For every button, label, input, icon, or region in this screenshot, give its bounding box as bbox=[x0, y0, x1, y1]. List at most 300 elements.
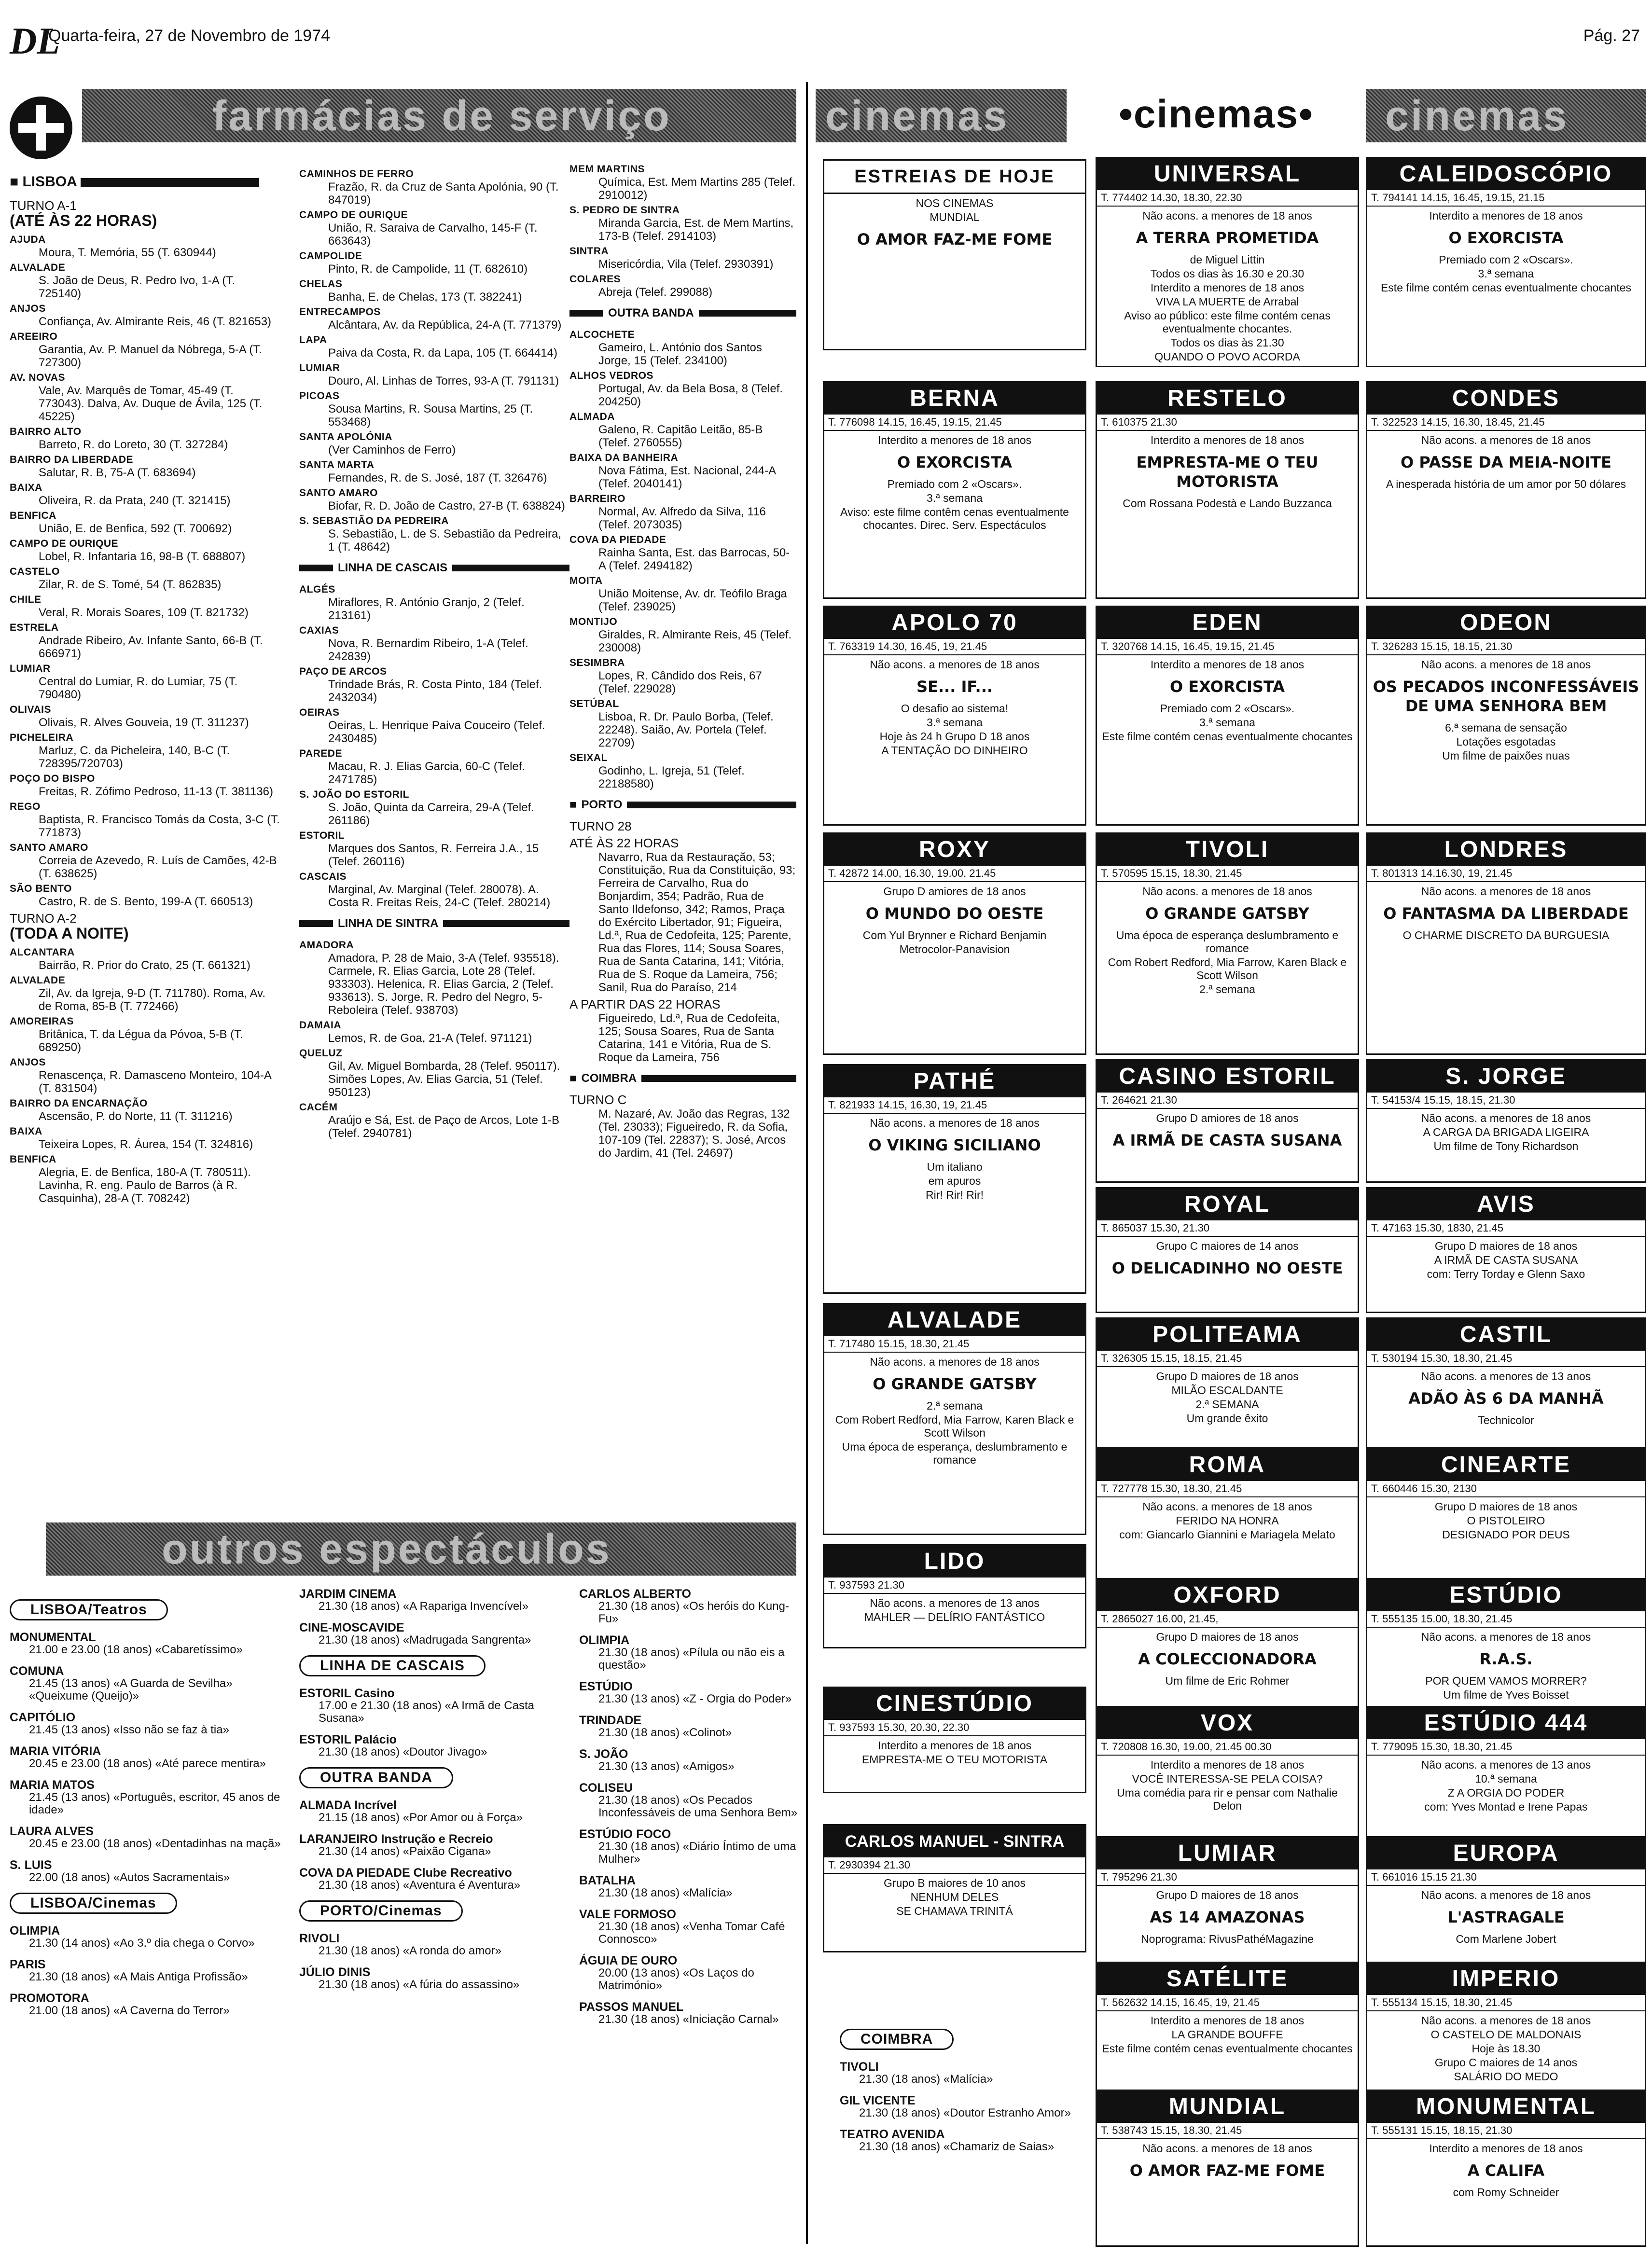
cinema-details bbox=[824, 1114, 1085, 1204]
cinema-phone-times: T. 320768 14.15, 16.45, 19.15, 21.45 bbox=[1097, 639, 1358, 655]
film-note: com: Terry Torday e Glenn Saxo bbox=[1427, 1268, 1585, 1280]
venue-name: TRINDADE bbox=[579, 1714, 642, 1727]
pharmacy-address: Marques dos Santos, R. Ferreira J.A., 15 (Telef. 260116) bbox=[328, 842, 539, 868]
rating-line: Grupo D maiores de 18 anos bbox=[1434, 1500, 1578, 1513]
pharmacy-address: Correia de Azevedo, R. Luís de Camões, 42-B (T. 638625) bbox=[39, 854, 277, 880]
cinema-details bbox=[824, 1353, 1085, 1469]
show-details: 22.00 (18 anos) «Autos Sacramentais» bbox=[29, 1871, 230, 1884]
pharmacy-address: Zil, Av. da Igreja, 9-D (T. 711780). Roma, Av. de Roma, 85-B (T. 772466) bbox=[39, 987, 265, 1013]
district-name: DAMAIA bbox=[299, 1020, 341, 1031]
cinema-details bbox=[1367, 207, 1645, 297]
show-entry bbox=[299, 1733, 569, 1758]
district-name: S. PEDRO DE SINTRA bbox=[569, 205, 680, 216]
cinema-details bbox=[1097, 1628, 1358, 1690]
show-details: 21.30 (18 anos) «Doutor Jivago» bbox=[319, 1745, 487, 1758]
cinema-phone-times: T. 801313 14.16.30, 19, 21.45 bbox=[1367, 866, 1645, 882]
pharmacy-entry bbox=[10, 621, 280, 660]
show-entry bbox=[579, 1680, 801, 1705]
district-name: ESTORIL bbox=[299, 830, 345, 841]
pharmacy-address: Lobel, R. Infantaria 16, 98-B (T. 688807) bbox=[39, 550, 246, 563]
pharmacy-address: Godinho, L. Igreja, 51 (Telef. 22188580) bbox=[598, 764, 745, 790]
cinema-box-avis bbox=[1366, 1187, 1646, 1313]
cinema-box-estudio bbox=[1366, 1578, 1646, 1709]
cinema-phone-times: T. 937593 15.30, 20.30, 22.30 bbox=[824, 1720, 1085, 1736]
show-details: 21.30 (18 anos) «Malícia» bbox=[859, 2073, 993, 2086]
cinema-details bbox=[1367, 1756, 1645, 1816]
cinema-box-eden bbox=[1096, 606, 1359, 826]
venue-name: ESTÚDIO FOCO bbox=[579, 1827, 671, 1841]
show-details: 21.30 (18 anos) «A Mais Antiga Profissão» bbox=[29, 1970, 248, 1983]
film-note: Uma época de esperança deslumbramento e romance bbox=[1116, 929, 1339, 955]
pharmacy-address: S. Sebastião, L. de S. Sebastião da Pedreira, 1 (T. 48642) bbox=[328, 527, 561, 554]
show-details: 20.45 e 23.00 (18 anos) «Até parece mentira» bbox=[29, 1757, 266, 1770]
rating-line: Não acons. a menores de 18 anos bbox=[1421, 2014, 1591, 2027]
pharmacy-address: Amadora, P. 28 de Maio, 3-A (Telef. 935518). Carmele, R. Elias Garcia, Lote 28 (Telef. 933303). Helenica, R. Elias Garcia, 2 (Telef. 933613). S. Jorge, R. Pedro del Negro, 5-Reboleira (Telef. 938703) bbox=[328, 952, 559, 1017]
cinema-box-pathe bbox=[823, 1064, 1086, 1294]
cinema-details bbox=[1097, 1367, 1358, 1428]
cinema-name: TIVOLI bbox=[1097, 834, 1358, 866]
cinema-details bbox=[1097, 1497, 1358, 1544]
district-name: ANJOS bbox=[10, 1057, 46, 1068]
section-rule bbox=[569, 306, 796, 319]
section-pill: PORTO/Cinemas bbox=[299, 1900, 463, 1922]
district-name: ALVALADE bbox=[10, 262, 66, 273]
venue-name: ESTÚDIO bbox=[579, 1680, 633, 1693]
cinema-phone-times: T. 2930394 21.30 bbox=[824, 1857, 1085, 1874]
district-name: BAIRRO DA LIBERDADE bbox=[10, 454, 134, 465]
district-name: BENFICA bbox=[10, 510, 56, 521]
cinema-details bbox=[1097, 882, 1358, 999]
cinema-details bbox=[1097, 2139, 1358, 2188]
cinema-details bbox=[1367, 1109, 1645, 1156]
pharmacy-address: Baptista, R. Francisco Tomás da Costa, 3-C (T. 771873) bbox=[39, 813, 280, 839]
district-name: CHILE bbox=[10, 594, 42, 605]
venue-name: MARIA VITÓRIA bbox=[10, 1744, 101, 1758]
section-heading: LINHA DE SINTRA bbox=[338, 917, 439, 930]
cinema-name: LUMIAR bbox=[1097, 1838, 1358, 1869]
rule-bar bbox=[299, 920, 333, 927]
rating-line: Interdito a menores de 18 anos bbox=[1150, 2014, 1305, 2027]
cinema-phone-times: T. 660446 15.30, 2130 bbox=[1367, 1481, 1645, 1497]
cinema-details bbox=[1367, 1237, 1645, 1284]
pharmacy-address: Trindade Brás, R. Costa Pinto, 184 (Telef. 2432034) bbox=[328, 678, 542, 704]
cinema-phone-times: T. 717480 15.15, 18.30, 21.45 bbox=[824, 1336, 1085, 1353]
show-details: 21.30 (18 anos) «A Rapariga Invencível» bbox=[319, 1600, 528, 1613]
cinema-details bbox=[824, 431, 1085, 535]
film-note: MAHLER — DELÍRIO FANTÁSTICO bbox=[864, 1611, 1045, 1623]
district-name: SÃO BENTO bbox=[10, 883, 72, 894]
cinema-name: POLITEAMA bbox=[1097, 1319, 1358, 1351]
show-details: 21.30 (14 anos) «Paixão Cigana» bbox=[319, 1845, 491, 1858]
district-name: AMADORA bbox=[299, 940, 354, 951]
shift-label: A PARTIR DAS 22 HORAS bbox=[569, 997, 721, 1011]
cinema-phone-times: T. 865037 15.30, 21.30 bbox=[1097, 1220, 1358, 1237]
show-details: 21.30 (18 anos) «A ronda do amor» bbox=[319, 1944, 501, 1957]
cinema-box-roma bbox=[1096, 1448, 1359, 1581]
pharmacy-entry bbox=[299, 1101, 569, 1140]
pharmacy-entry bbox=[569, 751, 796, 790]
district-name: SANTO AMARO bbox=[10, 842, 88, 853]
pharmacy-address: Castro, R. de S. Bento, 199-A (T. 660513) bbox=[39, 895, 253, 908]
square-icon: ■ bbox=[569, 798, 577, 811]
rating-line: Não acons. a menores de 13 anos bbox=[870, 1597, 1040, 1609]
cinemas-banner-title: •cinemas• bbox=[1119, 92, 1314, 136]
outros-column-2 bbox=[299, 1588, 569, 2000]
rating-line: Não acons. a menores de 18 anos bbox=[1142, 1500, 1312, 1513]
film-title: O FANTASMA DA LIBERDADE bbox=[1383, 904, 1629, 923]
cinema-box-mundial bbox=[1096, 2090, 1359, 2247]
show-details: 21.30 (18 anos) «Venha Tomar Café Connosco» bbox=[598, 1920, 785, 1946]
film-note: Z A ORGIA DO PODER bbox=[1447, 1786, 1565, 1799]
cinema-phone-times: T. 322523 14.15, 16.30, 18.45, 21.45 bbox=[1367, 415, 1645, 431]
section-pill: COIMBRA bbox=[840, 2029, 954, 2050]
film-note: Uma época de esperança, deslumbramento e romance bbox=[842, 1440, 1068, 1466]
venue-name: JÚLIO DINIS bbox=[299, 1965, 371, 1979]
pharmacy-entry bbox=[299, 208, 569, 248]
cinema-details bbox=[1097, 1237, 1358, 1286]
cinema-box-oxford bbox=[1096, 1578, 1359, 1709]
film-note: NENHUM DELES bbox=[910, 1891, 999, 1903]
pharmacy-entry bbox=[10, 565, 280, 591]
cinema-name: LIDO bbox=[824, 1546, 1085, 1578]
cinema-box-lumiar bbox=[1096, 1836, 1359, 1965]
rating-line: Não acons. a menores de 18 anos bbox=[1421, 1889, 1591, 1901]
pharmacy-address: Banha, E. de Chelas, 173 (T. 382241) bbox=[328, 291, 522, 304]
film-note: Este filme contém cenas eventualmente chocantes bbox=[1102, 2042, 1353, 2055]
outros-banner: outros espectáculos bbox=[46, 1522, 796, 1576]
film-note: O PISTOLEIRO bbox=[1467, 1514, 1545, 1527]
venue-name: ALMADA Incrível bbox=[299, 1799, 397, 1812]
rating-line: Não acons. a menores de 18 anos bbox=[1421, 1631, 1591, 1643]
cinema-name: PATHÉ bbox=[824, 1066, 1085, 1097]
show-details: 20.00 (13 anos) «Os Laços do Matrimónio» bbox=[598, 1966, 754, 1992]
district-name: SINTRA bbox=[569, 246, 609, 257]
pharmacy-entry bbox=[10, 1153, 280, 1205]
cinema-name: CASTIL bbox=[1367, 1319, 1645, 1351]
pharmacy-entry bbox=[569, 615, 796, 654]
film-title: A COLECCIONADORA bbox=[1138, 1650, 1317, 1668]
district-name: BAIXA DA BANHEIRA bbox=[569, 452, 679, 463]
cinema-box-condes bbox=[1366, 381, 1646, 599]
venue-name: CARLOS ALBERTO bbox=[579, 1587, 691, 1601]
pharmacy-entry bbox=[569, 410, 796, 449]
pharmacy-address: Sousa Martins, R. Sousa Martins, 25 (T. 553468) bbox=[328, 402, 533, 429]
cinema-box-tivoli bbox=[1096, 832, 1359, 1055]
pharmacy-entry bbox=[299, 624, 569, 663]
show-details: 21.30 (18 anos) «Doutor Estranho Amor» bbox=[859, 2106, 1071, 2119]
district-name: REGO bbox=[10, 801, 41, 812]
pharmacy-entry bbox=[10, 233, 280, 259]
cinema-details bbox=[1367, 2011, 1645, 2086]
cinema-box-alvalade bbox=[823, 1303, 1086, 1535]
district-name: CASCAIS bbox=[299, 871, 347, 882]
cinema-phone-times: T. 610375 21.30 bbox=[1097, 415, 1358, 431]
pharmacy-address: Freitas, R. Zófimo Pedroso, 11-13 (T. 381136) bbox=[39, 785, 273, 798]
cinema-details bbox=[1097, 1886, 1358, 1949]
film-note: SALÁRIO DO MEDO bbox=[1454, 2070, 1558, 2083]
pharmacy-address: Fernandes, R. de S. José, 187 (T. 326476) bbox=[328, 471, 547, 484]
show-entry bbox=[579, 1588, 801, 1625]
film-note: 6.ª semana de sensação bbox=[1445, 721, 1567, 734]
cinema-details bbox=[1097, 207, 1358, 366]
cinema-details bbox=[1097, 2011, 1358, 2058]
venue-name: TIVOLI bbox=[840, 2060, 879, 2074]
district-name: SANTA MARTA bbox=[299, 459, 375, 471]
cinema-details bbox=[1097, 1756, 1358, 1815]
pharmacy-entry bbox=[299, 167, 569, 207]
pharmacy-entry bbox=[10, 261, 280, 300]
pharmacy-address: Nova Fátima, Est. Nacional, 244-A (Telef. 2040141) bbox=[598, 464, 776, 490]
section-rule bbox=[569, 1072, 796, 1085]
film-title: O VIKING SICILIANO bbox=[868, 1136, 1041, 1154]
pharmacy-address: Zilar, R. de S. Tomé, 54 (T. 862835) bbox=[39, 578, 222, 591]
rule-bar bbox=[299, 565, 333, 571]
cinema-box-politeama bbox=[1096, 1317, 1359, 1448]
rating-line: Não acons. a menores de 18 anos bbox=[870, 658, 1040, 671]
cinema-box-cinestudio bbox=[823, 1687, 1086, 1793]
show-details: 21.45 (13 anos) «A Guarda de Sevilha» «Queixume (Queijo)» bbox=[29, 1677, 233, 1702]
show-entry bbox=[299, 1867, 569, 1892]
pharmacy-address: Gil, Av. Miguel Bombarda, 28 (Telef. 950117). Simões Lopes, Av. Elias Garcia, 51 (Telef. 950123) bbox=[328, 1060, 560, 1099]
film-title: O AMOR FAZ-ME FOME bbox=[1129, 2161, 1325, 2180]
film-title: O GRANDE GATSBY bbox=[873, 1375, 1037, 1393]
show-entry bbox=[10, 1992, 290, 2017]
cinema-box-royal bbox=[1096, 1187, 1359, 1313]
show-entry bbox=[840, 2061, 1110, 2086]
cinema-box-carlosmanuel bbox=[823, 1824, 1086, 1952]
film-note: 3.ª semana bbox=[1199, 716, 1255, 729]
rating-line: Não acons. a menores de 13 anos bbox=[1421, 1370, 1591, 1383]
district-name: ENTRECAMPOS bbox=[299, 306, 381, 318]
cinema-phone-times: T. 795296 21.30 bbox=[1097, 1869, 1358, 1886]
cinema-phone-times: T. 538743 15.15, 18.30, 21.45 bbox=[1097, 2123, 1358, 2139]
pharmacy-entry bbox=[569, 204, 796, 243]
film-note: 3.ª semana bbox=[1478, 267, 1534, 280]
pharmacy-entry bbox=[10, 731, 280, 770]
farmacias-banner: farmácias de serviço bbox=[82, 89, 796, 142]
district-name: AREEIRO bbox=[10, 331, 58, 342]
rating-line: Interdito a menores de 18 anos bbox=[877, 434, 1032, 446]
district-name: AMOREIRAS bbox=[10, 1016, 74, 1027]
cinema-phone-times: T. 794141 14.15, 16.45, 19.15, 21.15 bbox=[1367, 190, 1645, 207]
rating-line: Interdito a menores de 18 anos bbox=[877, 1739, 1032, 1752]
film-note: EMPRESTA-ME O TEU MOTORISTA bbox=[861, 1753, 1048, 1766]
cinema-details bbox=[1097, 431, 1358, 513]
rating-line: Grupo B maiores de 10 anos bbox=[883, 1877, 1026, 1889]
pharmacy-address: Araújo e Sá, Est. de Paço de Arcos, Lote 1-B (Telef. 2940781) bbox=[328, 1114, 559, 1140]
pharmacy-entry bbox=[10, 772, 280, 798]
cinema-box-europa bbox=[1366, 1836, 1646, 1965]
shift-label: TURNO A-2 bbox=[10, 911, 77, 926]
cinema-box-casinoestoril bbox=[1096, 1059, 1359, 1183]
pharmacy-entry bbox=[569, 245, 796, 271]
cinema-details bbox=[1367, 882, 1645, 945]
show-details: 21.45 (13 anos) «Isso não se faz à tia» bbox=[29, 1723, 229, 1736]
film-note: Um grande êxito bbox=[1186, 1412, 1268, 1425]
film-note: 3.ª semana bbox=[927, 716, 983, 729]
cinema-details bbox=[1367, 1628, 1645, 1704]
pharmacy-address: M. Nazaré, Av. João das Regras, 132 (Tel. 23033); Figueiredo, R. da Sofia, 107-109 (Tel. 22837); S. José, Arcos do Jardim, 41 (Tel. 24697) bbox=[598, 1107, 790, 1160]
show-entry bbox=[840, 2094, 1110, 2119]
section-heading: LINHA DE CASCAIS bbox=[338, 561, 448, 574]
rating-line: Não acons. a menores de 18 anos bbox=[1421, 885, 1591, 898]
pharmacy-entry bbox=[10, 537, 280, 563]
cinema-box-londres bbox=[1366, 832, 1646, 1055]
film-note: Um italiano bbox=[927, 1161, 983, 1173]
cinema-details bbox=[1367, 431, 1645, 494]
venue-name: COVA DA PIEDADE Clube Recreativo bbox=[299, 1866, 512, 1880]
cinema-name: MONUMENTAL bbox=[1367, 2091, 1645, 2123]
film-note: VOCÊ INTERESSA-SE PELA COISA? bbox=[1132, 1772, 1323, 1785]
film-title: OS PECADOS INCONFESSÁVEIS DE UMA SENHORA BEM bbox=[1373, 678, 1639, 715]
pharmacy-entry bbox=[10, 302, 280, 328]
film-note: Premiado com 2 «Oscars». bbox=[887, 478, 1022, 490]
pharmacy-entry bbox=[569, 656, 796, 695]
venue-name: MARIA MATOS bbox=[10, 1778, 95, 1792]
film-title: O AMOR FAZ-ME FOME bbox=[857, 230, 1053, 249]
cinema-phone-times: T. 2865027 16.00, 21.45, bbox=[1097, 1611, 1358, 1628]
venue-name: OLIMPIA bbox=[10, 1924, 60, 1938]
cinema-phone-times: T. 555135 15.00, 18.30, 21.45 bbox=[1367, 1611, 1645, 1628]
cinema-details bbox=[1367, 2139, 1645, 2202]
district-name: MOITA bbox=[569, 575, 603, 586]
cinema-name: ESTREIAS DE HOJE bbox=[824, 161, 1085, 194]
district-name: CHELAS bbox=[299, 278, 343, 290]
pharmacy-entry bbox=[299, 1019, 569, 1045]
district-name: BAIXA bbox=[10, 1126, 42, 1137]
rating-line: Interdito a menores de 18 anos bbox=[1429, 2142, 1583, 2155]
pharmacy-entry bbox=[569, 273, 796, 299]
film-note: Este filme contém cenas eventualmente chocantes bbox=[1102, 730, 1353, 743]
show-entry bbox=[579, 1908, 801, 1946]
pharmacy-address: (Ver Caminhos de Ferro) bbox=[328, 443, 456, 457]
show-details: 21.30 (13 anos) «Amigos» bbox=[598, 1760, 735, 1773]
red-cross-icon bbox=[10, 97, 72, 159]
rating-line: Não acons. a menores de 18 anos bbox=[1421, 434, 1591, 446]
outros-column-3 bbox=[579, 1588, 801, 2035]
district-name: ALMADA bbox=[569, 411, 615, 422]
cinema-name: APOLO 70 bbox=[824, 607, 1085, 639]
pharmacy-entry bbox=[10, 882, 280, 908]
cinemas-banner-left: cinemas bbox=[816, 89, 1067, 142]
cinema-phone-times: T. 555134 15.15, 18.30, 21.45 bbox=[1367, 1995, 1645, 2011]
district-name: S. JOÃO DO ESTORIL bbox=[299, 789, 409, 800]
rating-line: Não acons. a menores de 18 anos bbox=[1142, 209, 1312, 222]
pharmacy-entry bbox=[299, 1047, 569, 1099]
pharmacy-entry bbox=[10, 509, 280, 535]
cinema-box-odeon bbox=[1366, 606, 1646, 826]
pharmacy-address: Miranda Garcia, Est. de Mem Martins, 173-B (Telef. 2914103) bbox=[598, 217, 794, 243]
pharmacy-entry bbox=[10, 1097, 280, 1123]
section-rule bbox=[299, 561, 569, 574]
district-name: S. SEBASTIÃO DA PEDREIRA bbox=[299, 515, 449, 526]
show-details: 20.45 e 23.00 (18 anos) «Dentadinhas na maçã» bbox=[29, 1837, 281, 1850]
pharmacy-address: Salutar, R. B, 75-A (T. 683694) bbox=[39, 466, 196, 479]
film-note: A IRMÃ DE CASTA SUSANA bbox=[1434, 1254, 1578, 1266]
film-note: Com Marlene Jobert bbox=[1456, 1933, 1556, 1945]
venue-name: OLIMPIA bbox=[579, 1633, 630, 1647]
film-title: A IRMÃ DE CASTA SUSANA bbox=[1112, 1131, 1342, 1149]
pharmacy-address: Pinto, R. de Campolide, 11 (T. 682610) bbox=[328, 263, 528, 276]
film-note: Um filme de Tony Richardson bbox=[1433, 1140, 1579, 1152]
cinema-phone-times: T. 937593 21.30 bbox=[824, 1578, 1085, 1594]
pharmacy-address: Biofar, R. D. João de Castro, 27-B (T. 638824) bbox=[328, 499, 565, 512]
cinema-name: ROYAL bbox=[1097, 1189, 1358, 1220]
cinema-details bbox=[824, 1594, 1085, 1627]
film-title: O EXORCISTA bbox=[897, 453, 1013, 471]
pharmacy-address: Renascença, R. Damasceno Monteiro, 104-A (T. 831504) bbox=[39, 1069, 271, 1095]
show-entry bbox=[579, 1634, 801, 1672]
show-details: 21.30 (18 anos) «Malícia» bbox=[598, 1886, 733, 1899]
district-name: ALCANTARA bbox=[10, 947, 75, 958]
pharmacy-address: Navarro, Rua da Restauração, 53; Constituição, Rua da Constituição, 93; Ferreira de Carvalho, Rua do Bonjardim, 354; Padrão, Rua de Santo Ildefonso, 342; Ramos, Praça do Exército Libertador, 91; Figueira, Ld.ª, Rua de Cedofeita, 125; Parente, Rua das Flores, 114; Sousa Soares, Rua de Santa Catarina, 141; Vitória, Rua de S. Roque da Lameira, 756; Sanil, Rua do Paraíso, 214 bbox=[598, 851, 796, 994]
district-name: LUMIAR bbox=[10, 663, 51, 674]
rating-line: Grupo D amiores de 18 anos bbox=[1156, 1112, 1299, 1124]
district-name: SEIXAL bbox=[569, 752, 608, 763]
film-note: SE CHAMAVA TRINITÁ bbox=[896, 1905, 1013, 1917]
venue-name: ÁGUIA DE OURO bbox=[579, 1954, 678, 1967]
pharmacy-entry bbox=[10, 481, 280, 507]
pharmacy-address: Veral, R. Morais Soares, 109 (T. 821732) bbox=[39, 606, 249, 619]
film-note: em apuros bbox=[928, 1175, 981, 1187]
show-entry bbox=[579, 1748, 801, 1773]
venue-name: ESTORIL Palácio bbox=[299, 1733, 397, 1746]
rule-bar bbox=[569, 310, 603, 317]
film-note: Um filme de paixões nuas bbox=[1442, 749, 1570, 762]
cinema-box-caleidoscopio bbox=[1366, 157, 1646, 367]
shift-hours: (ATÉ ÀS 22 HORAS) bbox=[10, 212, 157, 229]
show-entry bbox=[579, 1828, 801, 1866]
pharmacy-address: Olivais, R. Alves Gouveia, 19 (T. 311237) bbox=[39, 716, 249, 729]
cinema-box-imperio bbox=[1366, 1962, 1646, 2092]
district-name: ESTRELA bbox=[10, 622, 59, 633]
film-title: R.A.S. bbox=[1479, 1650, 1533, 1668]
cinema-name: BERNA bbox=[824, 383, 1085, 415]
district-name: ANJOS bbox=[10, 303, 46, 314]
cinema-details bbox=[1367, 1367, 1645, 1430]
cinema-name: RESTELO bbox=[1097, 383, 1358, 415]
pharmacy-entry bbox=[569, 697, 796, 749]
pharmacy-address: Misericórdia, Vila (Telef. 2930391) bbox=[598, 258, 774, 271]
cinema-phone-times: T. 54153/4 15.15, 18.15, 21.30 bbox=[1367, 1093, 1645, 1109]
pharmacy-entry bbox=[569, 328, 796, 367]
show-details: 21.30 (18 anos) «Colinot» bbox=[598, 1726, 732, 1739]
rating-line: Interdito a menores de 18 anos bbox=[1150, 658, 1305, 671]
cinema-name: S. JORGE bbox=[1367, 1061, 1645, 1093]
pharmacy-address: Gameiro, L. António dos Santos Jorge, 15 (Telef. 234100) bbox=[598, 341, 762, 367]
district-name: COLARES bbox=[569, 274, 621, 285]
district-name: BARREIRO bbox=[569, 493, 626, 504]
film-title: AS 14 AMAZONAS bbox=[1150, 1908, 1305, 1926]
cinema-phone-times: T. 530194 15.30, 18.30, 21.45 bbox=[1367, 1351, 1645, 1367]
pharmacy-entry bbox=[569, 451, 796, 490]
pharmacy-address: Central do Lumiar, R. do Lumiar, 75 (T. 790480) bbox=[39, 675, 238, 701]
pharmacy-address: Figueiredo, Ld.ª, Rua de Cedofeita, 125; Sousa Soares, Rua de Santa Catarina, 141 e Vitória, Rua de S. Roque da Lameira, 756 bbox=[598, 1012, 780, 1064]
pharmacy-entry bbox=[299, 939, 569, 1017]
pharmacy-address: Lopes, R. Cândido dos Reis, 67 (Telef. 229028) bbox=[598, 669, 762, 695]
cinema-box-restelo bbox=[1096, 381, 1359, 599]
farmacias-column-3 bbox=[569, 162, 796, 1162]
film-note: Hoje às 24 h Grupo D 18 anos bbox=[879, 730, 1030, 743]
pharmacy-entry bbox=[10, 800, 280, 839]
pharmacy-address: Oeiras, L. Henrique Paiva Couceiro (Telef. 2430485) bbox=[328, 719, 545, 745]
pharmacy-address: Rainha Santa, Est. das Barrocas, 50-A (Telef. 2494182) bbox=[598, 546, 790, 572]
district-name: CAMPO DE OURIQUE bbox=[299, 209, 408, 221]
show-details: 21.30 (18 anos) «Aventura é Aventura» bbox=[319, 1879, 521, 1892]
cinema-name: CARLOS MANUEL - SINTRA bbox=[824, 1826, 1085, 1857]
district-name: SETÚBAL bbox=[569, 698, 619, 709]
district-name: PAÇO DE ARCOS bbox=[299, 666, 387, 677]
